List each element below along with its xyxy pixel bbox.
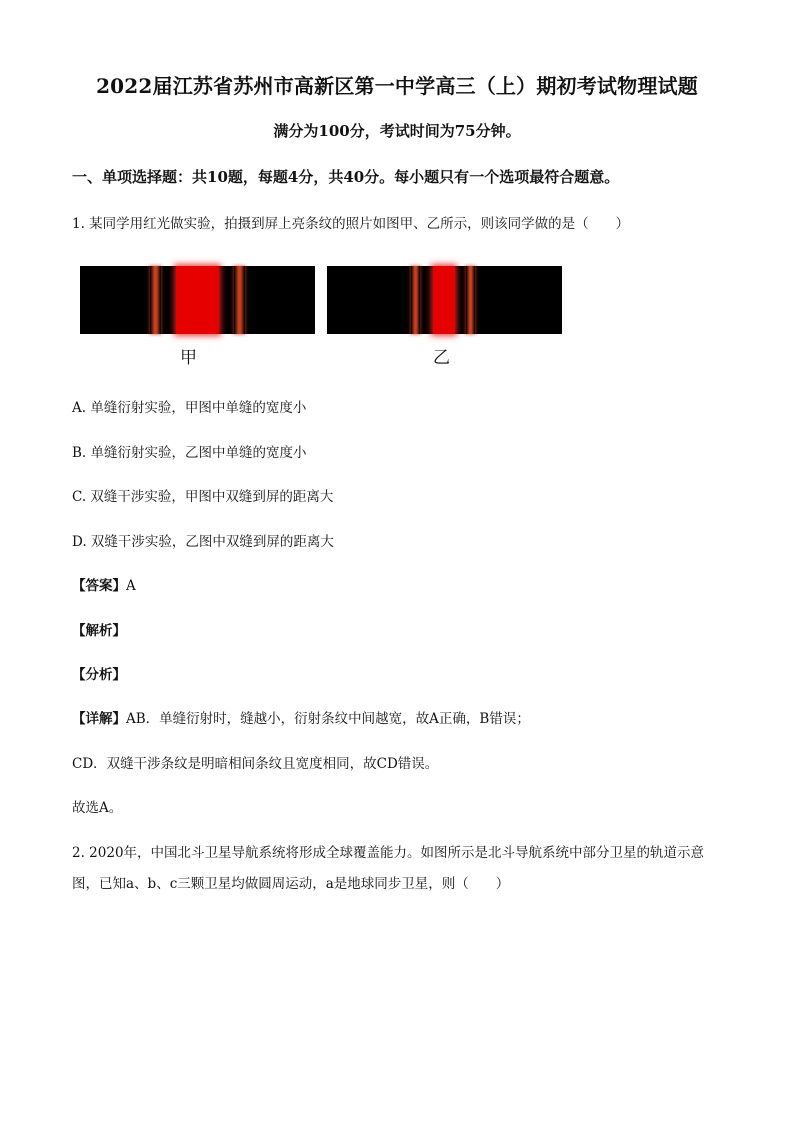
conclusion-line: 故选A。 [72, 800, 123, 816]
answer-tag: 【答案】 [72, 578, 126, 594]
section-heading: 一、单项选择题：共10题，每题4分，共40分。每小题只有一个选项最符合题意。 [72, 168, 620, 186]
exam-title: 2022届江苏省苏州市高新区第一中学高三（上）期初考试物理试题 [96, 74, 698, 98]
exam-subtitle: 满分为100分，考试时间为75分钟。 [273, 122, 521, 140]
analysis-tag: 【解析】 [72, 623, 126, 639]
side-fringe [234, 266, 245, 334]
answer-line [72, 574, 136, 594]
answer-value: A [126, 578, 136, 594]
figure-label-right: 乙 [433, 348, 450, 368]
option-c: C. 双缝干涉实验，甲图中双缝到屏的距离大 [72, 489, 334, 505]
question-2-stem-line-2: 图，已知a、b、c三颗卫星均做圆周运动，a是地球同步卫星，则（ ） [72, 876, 510, 892]
side-fringe [466, 266, 475, 334]
question-1-stem: 1. 某同学用红光做实验，拍摄到屏上亮条纹的照片如图甲、乙所示，则该同学做的是（ ） [72, 216, 630, 232]
fringe-panel-right [327, 266, 562, 334]
option-a: A. 单缝衍射实验，甲图中单缝的宽度小 [72, 400, 307, 416]
detail-line-2: CD．双缝干涉条纹是明暗相间条纹且宽度相同，故CD错误。 [72, 756, 439, 772]
question-2-stem-line-1: 2. 2020年，中国北斗卫星导航系统将形成全球覆盖能力。如图所示是北斗导航系统中部分卫星的轨道示意 [72, 845, 705, 861]
figure-label-left: 甲 [180, 348, 197, 368]
detail-text-1: AB．单缝衍射时，缝越小，衍射条纹中间越宽，故A正确，B错误； [126, 711, 530, 727]
fringe-panel-left [80, 266, 315, 334]
option-d: D. 双缝干涉实验，乙图中双缝到屏的距离大 [72, 534, 334, 550]
option-b: B. 单缝衍射实验，乙图中单缝的宽度小 [72, 445, 307, 461]
detail-line-1 [72, 707, 530, 727]
fringe-figure [80, 266, 564, 368]
fenxi-tag: 【分析】 [72, 667, 126, 683]
side-fringe [150, 266, 161, 334]
detail-tag: 【详解】 [72, 711, 126, 727]
central-fringe [433, 266, 455, 334]
side-fringe [411, 266, 420, 334]
central-fringe [176, 266, 219, 334]
